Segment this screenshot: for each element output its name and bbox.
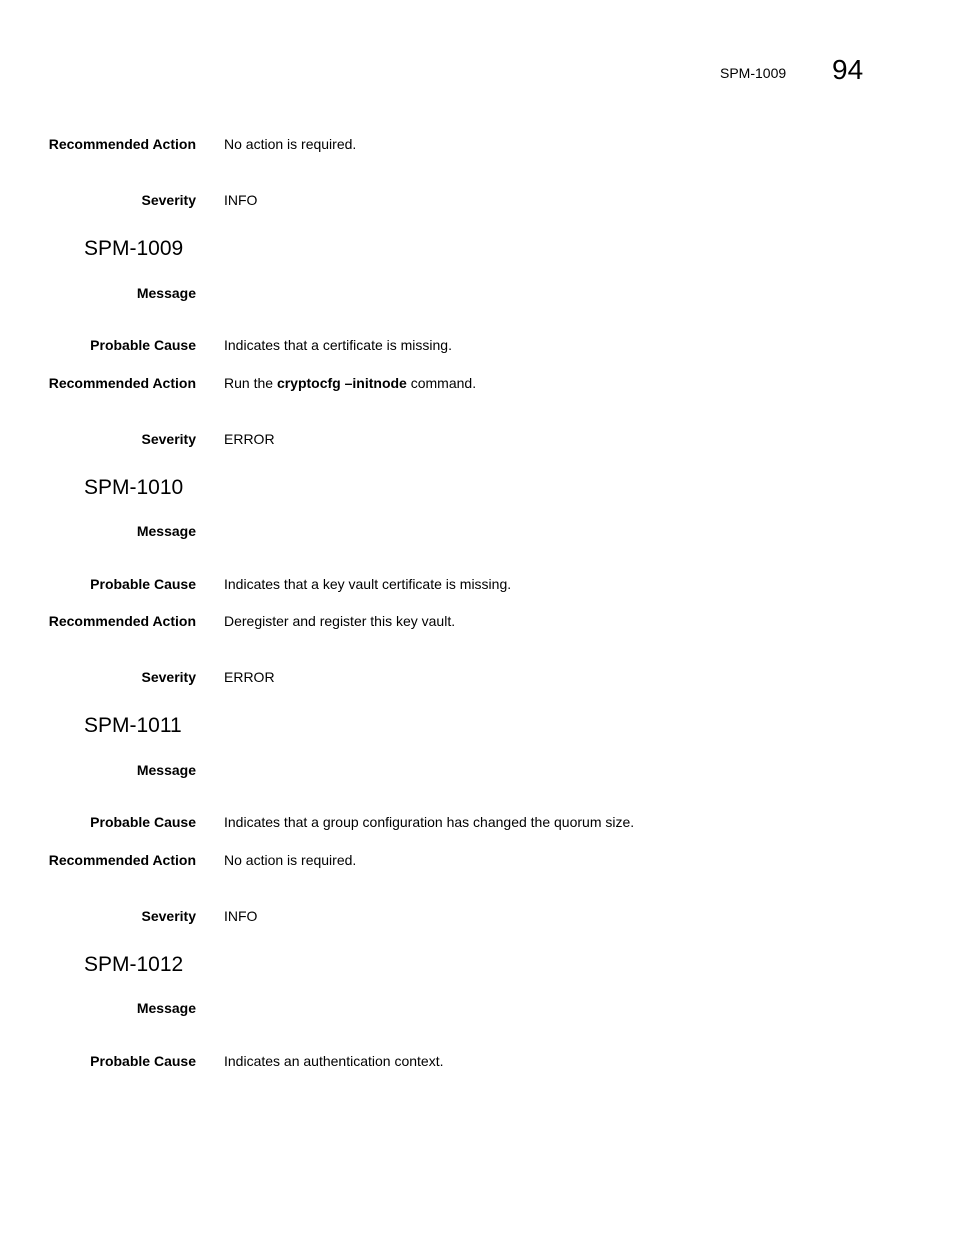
severity-label: Severity xyxy=(141,431,196,447)
probable-cause-value: Indicates that a group configuration has changed the quorum size. xyxy=(224,814,635,830)
probable-cause-value: Indicates that a key vault certificate is missing. xyxy=(224,576,512,592)
recommended-action-label: Recommended Action xyxy=(48,613,196,629)
action-suffix: command. xyxy=(406,375,477,391)
chapter-number: 94 xyxy=(832,54,864,85)
probable-cause-value: Indicates that a certificate is missing. xyxy=(224,337,452,353)
running-header-section: SPM-1009 xyxy=(720,65,787,81)
probable-cause-label: Probable Cause xyxy=(90,337,196,353)
command-text: cryptocfg –initnode xyxy=(276,375,407,391)
section-title-spm-1010: SPM-1010 xyxy=(84,476,184,499)
section-title-spm-1011: SPM-1011 xyxy=(84,714,182,737)
severity-label: Severity xyxy=(141,192,196,208)
severity-value: INFO xyxy=(224,192,258,208)
severity-value: INFO xyxy=(224,908,258,924)
recommended-action-label: Recommended Action xyxy=(48,852,196,868)
probable-cause-label: Probable Cause xyxy=(90,576,196,592)
probable-cause-label: Probable Cause xyxy=(90,814,196,830)
severity-label: Severity xyxy=(141,908,196,924)
section-title-spm-1009: SPM-1009 xyxy=(84,237,184,260)
message-label: Message xyxy=(136,523,196,539)
message-label: Message xyxy=(136,1000,196,1016)
message-label: Message xyxy=(136,762,196,778)
probable-cause-label: Probable Cause xyxy=(90,1053,196,1069)
recommended-action-value: Deregister and register this key vault. xyxy=(224,613,456,629)
recommended-action-value: No action is required. xyxy=(224,852,357,868)
recommended-action-label: Recommended Action xyxy=(48,136,196,152)
probable-cause-value: Indicates an authentication context. xyxy=(224,1053,444,1069)
recommended-action-value xyxy=(224,374,476,393)
severity-value: ERROR xyxy=(224,431,275,447)
message-label: Message xyxy=(136,285,196,301)
severity-label: Severity xyxy=(141,669,196,685)
section-title-spm-1012: SPM-1012 xyxy=(84,953,184,976)
action-prefix: Run the xyxy=(224,375,277,391)
severity-value: ERROR xyxy=(224,669,275,685)
recommended-action-label: Recommended Action xyxy=(48,375,196,391)
recommended-action-value: No action is required. xyxy=(224,136,357,152)
